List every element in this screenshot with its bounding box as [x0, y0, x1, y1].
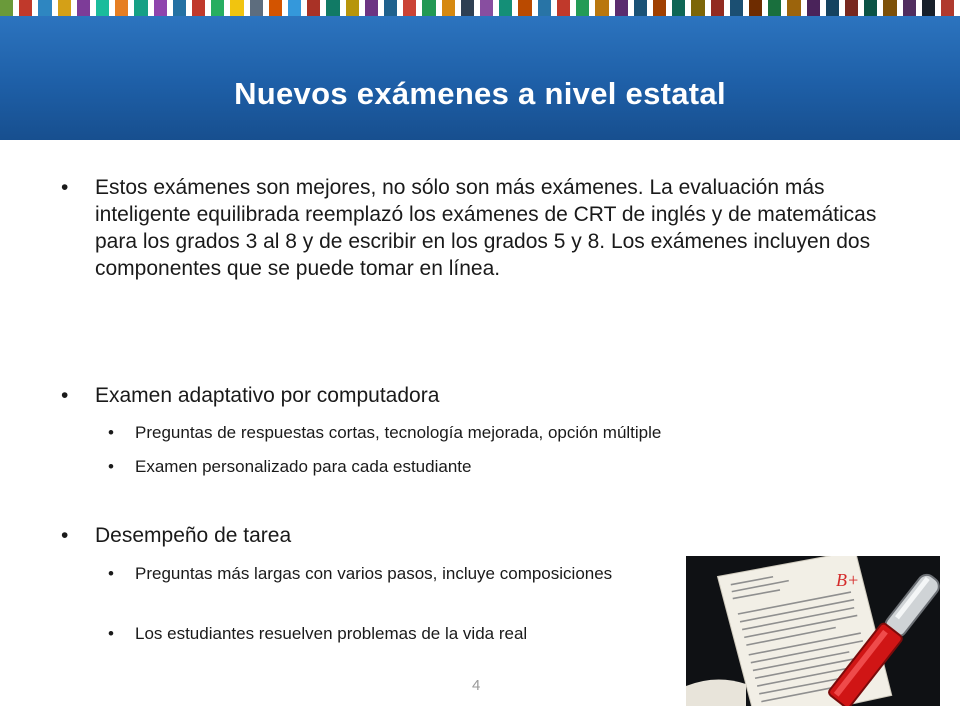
list-item	[108, 623, 645, 645]
color-strip-segment	[730, 0, 743, 16]
color-strip-segment	[903, 0, 916, 16]
graded-paper-image	[686, 556, 940, 706]
page-number: 4	[472, 677, 481, 694]
color-strip-segment	[691, 0, 704, 16]
color-strip-segment	[230, 0, 243, 16]
color-strip-segment	[922, 0, 935, 16]
color-strip-segment	[442, 0, 455, 16]
color-strip-segment	[595, 0, 608, 16]
color-strip-segment	[346, 0, 359, 16]
list-item-text: Los estudiantes resuelven problemas de la vida real	[135, 624, 528, 643]
color-strip-segment	[749, 0, 762, 16]
color-strip-segment	[326, 0, 339, 16]
color-strip-segment	[615, 0, 628, 16]
color-strip-segment	[826, 0, 839, 16]
grade-mark: B+	[836, 570, 860, 590]
color-strip-segment	[538, 0, 551, 16]
color-strip-segment	[499, 0, 512, 16]
bullet-icon: •	[108, 457, 114, 476]
color-strip-segment	[576, 0, 589, 16]
color-strip-segment	[480, 0, 493, 16]
color-strip-segment	[768, 0, 781, 16]
section-heading-text: Desempeño de tarea	[95, 524, 292, 547]
color-strip-segment	[941, 0, 954, 16]
color-strip	[0, 0, 960, 16]
color-strip-segment	[557, 0, 570, 16]
color-strip-segment	[422, 0, 435, 16]
color-strip-segment	[0, 0, 13, 16]
color-strip-segment	[211, 0, 224, 16]
color-strip-segment	[173, 0, 186, 16]
color-strip-segment	[134, 0, 147, 16]
color-strip-segment	[634, 0, 647, 16]
color-strip-segment	[807, 0, 820, 16]
color-strip-segment	[518, 0, 531, 16]
slide-title: Nuevos exámenes a nivel estatal	[234, 76, 726, 111]
color-strip-segment	[96, 0, 109, 16]
list-item-text: Examen personalizado para cada estudiante	[135, 457, 472, 476]
list-item	[108, 422, 662, 444]
color-strip-segment	[653, 0, 666, 16]
color-strip-segment	[384, 0, 397, 16]
graded-paper-illustration	[686, 556, 940, 706]
color-strip-segment	[154, 0, 167, 16]
color-strip-segment	[461, 0, 474, 16]
color-strip-segment	[38, 0, 51, 16]
color-strip-segment	[269, 0, 282, 16]
color-strip-segment	[115, 0, 128, 16]
intro-text: Estos exámenes son mejores, no sólo son más exámenes. La evaluación más inteligente equilibrada reemplazó los exámenes de CRT de inglés y de matemáticas para los grados 3 al 8 y de escribir en los grados 5 y 8. Los exámenes incluyen dos componentes que se puede tomar en línea.	[95, 176, 877, 280]
list-item	[108, 456, 472, 478]
list-item-text: Preguntas de respuestas cortas, tecnología mejorada, opción múltiple	[135, 423, 662, 442]
color-strip-segment	[672, 0, 685, 16]
bullet-icon: •	[108, 564, 114, 583]
list-item	[108, 563, 645, 585]
color-strip-segment	[365, 0, 378, 16]
color-strip-segment	[250, 0, 263, 16]
color-strip-segment	[711, 0, 724, 16]
bullet-icon: •	[108, 624, 114, 643]
color-strip-segment	[845, 0, 858, 16]
color-strip-segment	[883, 0, 896, 16]
list-item-text: Preguntas más largas con varios pasos, incluye composiciones	[135, 564, 613, 583]
bullet-icon: •	[61, 384, 69, 407]
color-strip-segment	[77, 0, 90, 16]
color-strip-segment	[787, 0, 800, 16]
color-strip-segment	[288, 0, 301, 16]
intro-paragraph	[61, 174, 915, 282]
bullet-icon: •	[108, 423, 114, 442]
color-strip-segment	[307, 0, 320, 16]
bullet-icon: •	[61, 524, 69, 547]
color-strip-segment	[192, 0, 205, 16]
color-strip-segment	[864, 0, 877, 16]
bullet-icon: •	[61, 176, 69, 199]
section-heading	[61, 522, 292, 549]
color-strip-segment	[58, 0, 71, 16]
color-strip-segment	[19, 0, 32, 16]
section-heading-text: Examen adaptativo por computadora	[95, 384, 440, 407]
color-strip-segment	[403, 0, 416, 16]
section-heading	[61, 382, 440, 409]
